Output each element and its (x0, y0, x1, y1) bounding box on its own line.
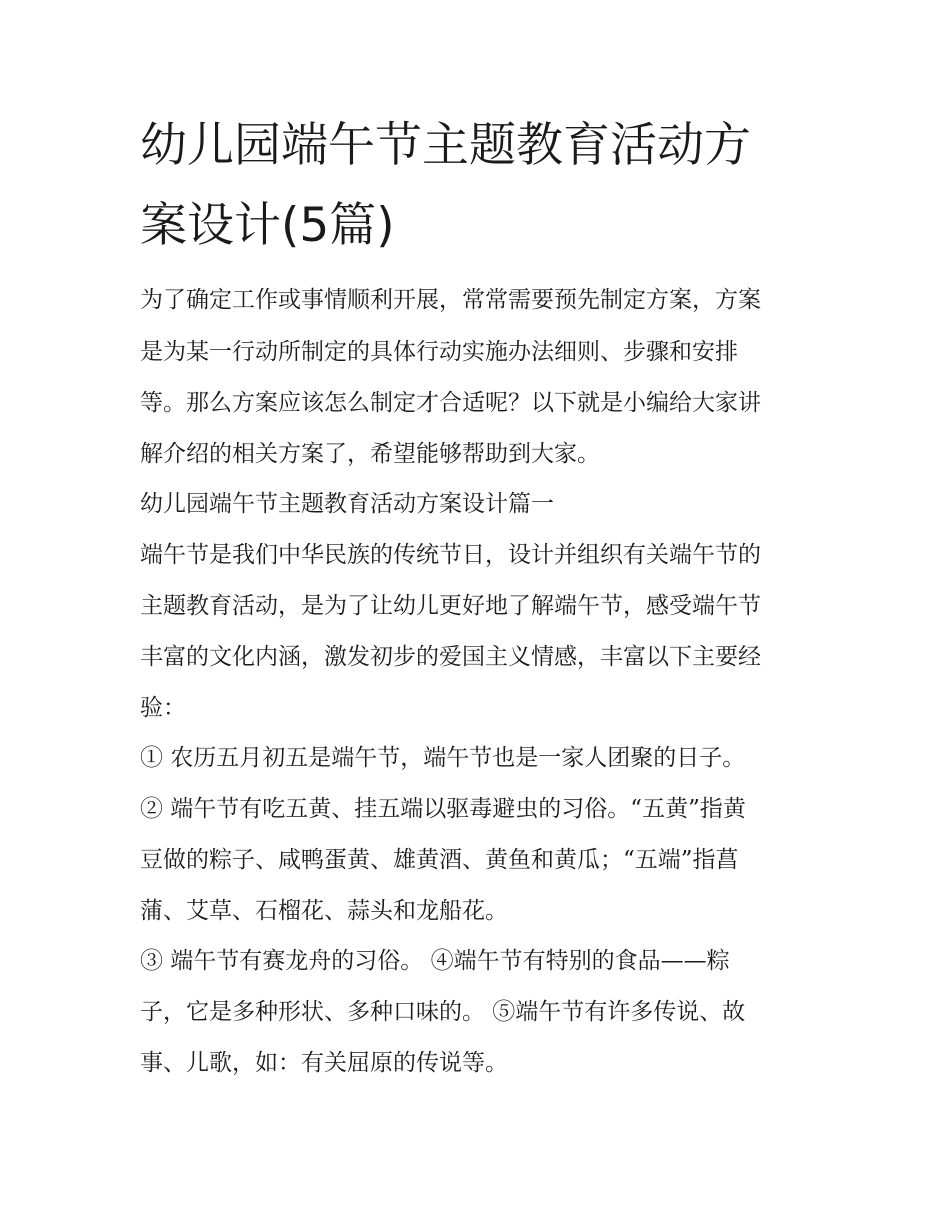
document-title-line-1: 幼儿园端午节主题教育活动方 (140, 118, 751, 173)
body-line-4: 解介绍的相关方案了，希望能够帮助到大家。 (140, 441, 600, 467)
body-line-15: 子，它是多种形状、多种口味的。 ⑤端午节有许多传说、故 (140, 999, 746, 1025)
body-line-8: 丰富的文化内涵，激发初步的爱国主义情感，丰富以下主要经 (140, 644, 761, 670)
body-line-2: 是为某一行动所制定的具体行动实施办法细则、步骤和安排 (140, 339, 738, 365)
body-line-9: 验： (140, 695, 186, 721)
body-line-16: 事、儿歌，如：有关屈原的传说等。 (140, 1050, 508, 1076)
list-item-2: ② 端午节有吃五黄、挂五端以驱毒避虫的习俗。“五黄”指黄 (140, 796, 746, 822)
body-line-7: 主题教育活动，是为了让幼儿更好地了解端午节，感受端午节 (140, 593, 761, 619)
body-line-13: 蒲、艾草、石榴花、蒜头和龙船花。 (140, 898, 508, 924)
list-item-3: ③ 端午节有赛龙舟的习俗。 ④端午节有特别的食品——粽 (140, 948, 730, 974)
document-title-line-2: 案设计(5篇) (140, 198, 395, 253)
body-line-12: 豆做的粽子、咸鸭蛋黄、雄黄酒、黄鱼和黄瓜；“五端”指菖 (140, 847, 739, 873)
list-item-1: ① 农历五月初五是端午节，端午节也是一家人团聚的日子。 (140, 745, 746, 771)
section-heading: 幼儿园端午节主题教育活动方案设计篇一 (140, 491, 554, 517)
body-line-6: 端午节是我们中华民族的传统节日，设计并组织有关端午节的 (140, 542, 761, 568)
body-line-3: 等。那么方案应该怎么制定才合适呢？以下就是小编给大家讲 (140, 390, 761, 416)
body-line-1: 为了确定工作或事情顺利开展，常常需要预先制定方案，方案 (140, 287, 761, 313)
